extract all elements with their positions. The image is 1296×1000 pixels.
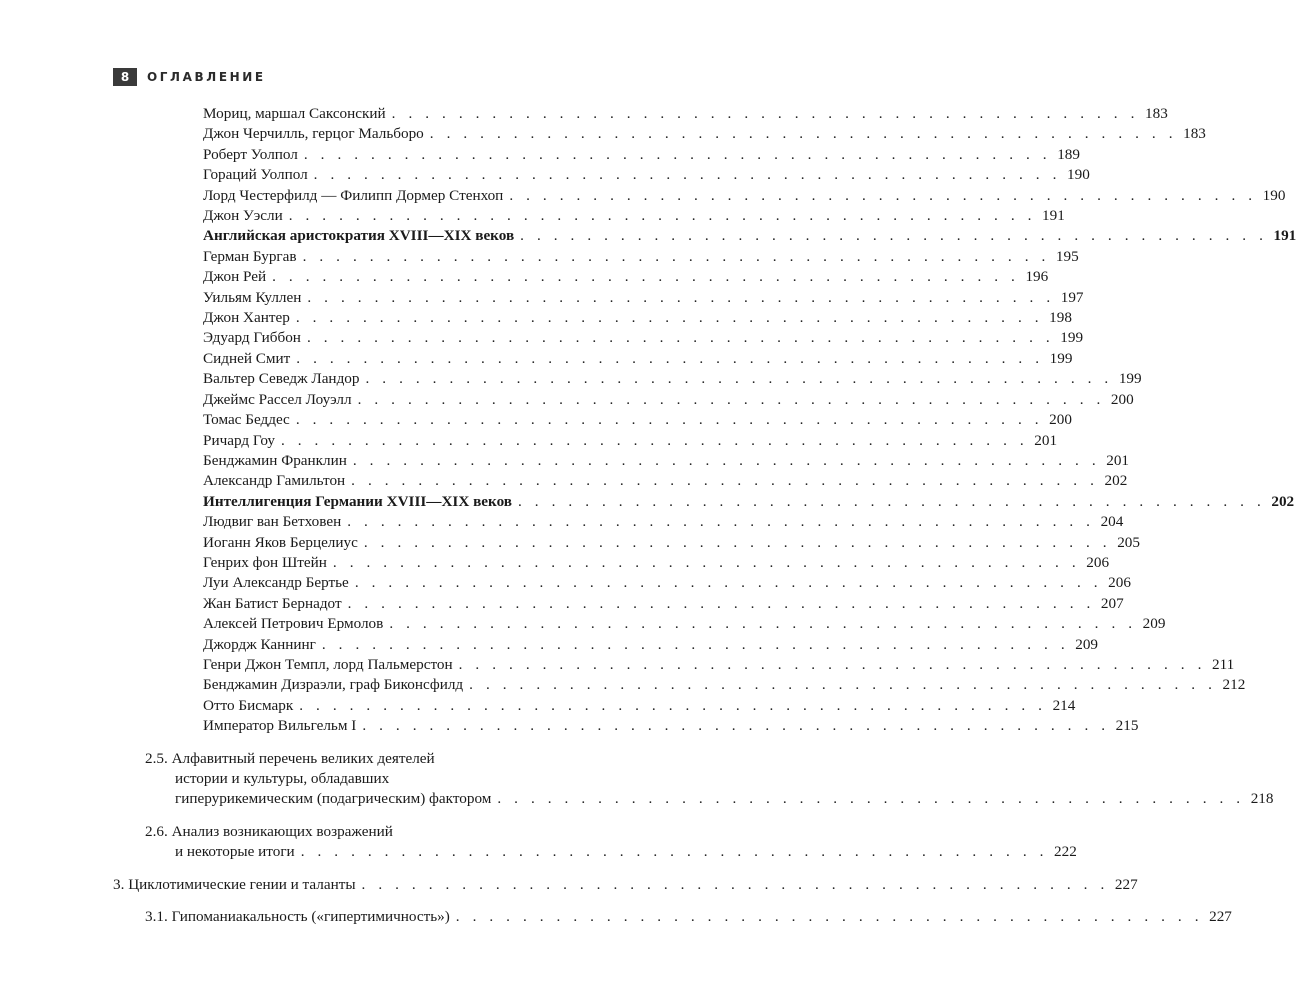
toc-entry: [203, 533, 1140, 553]
toc-entry: [203, 390, 1134, 410]
toc-section-2-6: [145, 822, 1077, 863]
toc-entry: [203, 471, 1128, 491]
page-ref: 199: [1118, 370, 1142, 388]
page-ref: 218: [1250, 790, 1274, 808]
toc-section-3-1: [145, 907, 1232, 927]
entry-title: Герман Бургав: [203, 247, 297, 265]
dot-leader: . . . . . . . . . . . . . . . . . . . . . . . . . . . . . . . . . . . . . . . . . . . . .: [288, 207, 1037, 225]
entry-title: Ричард Гоу: [203, 431, 275, 449]
dot-leader: . . . . . . . . . . . . . . . . . . . . . . . . . . . . . . . . . . . . . . . . . . . . .: [469, 676, 1217, 694]
entry-title: Генрих фон Штейн: [203, 553, 327, 571]
entry-title: Роберт Уолпол: [203, 145, 298, 163]
entry-title: Джон Уэсли: [203, 207, 283, 225]
entry-title: Джордж Каннинг: [203, 635, 316, 653]
section-title-line: 2.5. Алфавитный перечень великих деятелей: [145, 749, 435, 767]
dot-leader: . . . . . . . . . . . . . . . . . . . . . . . . . . . . . . . . . . . . . . . . . . . . .: [280, 431, 1029, 449]
page-ref: 202: [1271, 492, 1295, 510]
dot-leader: . . . . . . . . . . . . . . . . . . . . . . . . . . . . . . . . . . . . . . . . . . . . .: [296, 349, 1044, 367]
entry-title: Джон Рей: [203, 268, 267, 286]
dot-leader: . . . . . . . . . . . . . . . . . . . . . . . . . . . . . . . . . . . . . . . . . . . . .: [351, 472, 1099, 490]
dot-leader: . . . . . . . . . . . . . . . . . . . . . . . . . . . . . . . . . . . . . . . . . . . . .: [332, 553, 1081, 571]
page-ref: 207: [1100, 594, 1124, 612]
page-ref: 190: [1262, 186, 1286, 204]
entry-title: Джон Черчилль, герцог Мальборо: [203, 125, 424, 143]
dot-leader: . . . . . . . . . . . . . . . . . . . . . . . . . . . . . . . . . . . . . . . . . . . . .: [518, 492, 1266, 510]
entry-title: Эдуард Гиббон: [203, 329, 301, 347]
page-ref: 205: [1117, 533, 1140, 551]
dot-leader: . . . . . . . . . . . . . . . . . . . . . . . . . . . . . . . . . . . . . . . . . . . . .: [352, 451, 1101, 469]
entry-title: Луи Александр Бертье: [203, 574, 349, 592]
entry-title: Отто Бисмарк: [203, 696, 294, 714]
dot-leader: . . . . . . . . . . . . . . . . . . . . . . . . . . . . . . . . . . . . . . . . . . . . .: [362, 717, 1110, 735]
toc-entry: [203, 410, 1072, 430]
page-ref: 199: [1060, 329, 1084, 347]
section-title: 3.1. Гипоманиакальность («гипертимичность»): [145, 908, 450, 926]
toc-entry: [203, 288, 1084, 308]
section-title-line: гиперурикемическим (подагрическим) фактором: [175, 790, 492, 808]
page-ref: 200: [1110, 390, 1134, 408]
page-ref: 222: [1054, 843, 1077, 861]
entry-title: Генри Джон Темпл, лорд Пальмерстон: [203, 655, 453, 673]
entry-title: Александр Гамильтон: [203, 472, 346, 490]
dot-leader: . . . . . . . . . . . . . . . . . . . . . . . . . . . . . . . . . . . . . . . . . . . . .: [497, 790, 1245, 808]
page-ref: 189: [1057, 145, 1080, 163]
section-title-line: 2.6. Анализ возникающих возражений: [145, 822, 393, 840]
toc-entry: [203, 492, 1295, 512]
page-ref: 201: [1034, 431, 1058, 449]
page-ref: 199: [1049, 349, 1073, 367]
dot-leader: . . . . . . . . . . . . . . . . . . . . . . . . . . . . . . . . . . . . . . . . . . . . .: [361, 875, 1109, 893]
toc-entry: [203, 635, 1098, 655]
toc-entry: [203, 349, 1073, 369]
toc-entry: [203, 267, 1049, 287]
toc-entry-list: [0, 104, 1296, 737]
page-ref: 214: [1052, 696, 1076, 714]
dot-leader: . . . . . . . . . . . . . . . . . . . . . . . . . . . . . . . . . . . . . . . . . . . . .: [455, 908, 1204, 926]
page-ref: 191: [1273, 227, 1296, 245]
section-title-line: и некоторые итоги: [175, 843, 295, 861]
toc-entry: [203, 369, 1142, 389]
entry-title: Бенджамин Франклин: [203, 451, 347, 469]
toc-entry: [203, 226, 1296, 246]
dot-leader: . . . . . . . . . . . . . . . . . . . . . . . . . . . . . . . . . . . . . . . . . . . . .: [391, 105, 1139, 122]
dot-leader: . . . . . . . . . . . . . . . . . . . . . . . . . . . . . . . . . . . . . . . . . . . . .: [299, 696, 1047, 714]
page-ref: 227: [1209, 908, 1232, 926]
page-ref: 195: [1055, 247, 1079, 265]
toc-entry: [203, 573, 1131, 593]
page-ref: 198: [1049, 309, 1072, 327]
running-header-title: ОГЛАВЛЕНИЕ: [147, 70, 266, 84]
dot-leader: . . . . . . . . . . . . . . . . . . . . . . . . . . . . . . . . . . . . . . . . . . . . .: [365, 370, 1113, 388]
chapter-title: 3. Циклотимические гении и таланты: [113, 875, 356, 893]
dot-leader: . . . . . . . . . . . . . . . . . . . . . . . . . . . . . . . . . . . . . . . . . . . . .: [429, 125, 1178, 143]
dot-leader: . . . . . . . . . . . . . . . . . . . . . . . . . . . . . . . . . . . . . . . . . . . . .: [272, 268, 1020, 286]
page-ref: 201: [1106, 451, 1129, 469]
page-ref: 227: [1114, 875, 1138, 893]
page-ref: 200: [1049, 411, 1072, 429]
entry-title: Джеймс Рассел Лоуэлл: [203, 390, 352, 408]
toc-entry: [203, 675, 1246, 695]
entry-title: Томас Беддес: [203, 411, 290, 429]
toc-entry: [203, 512, 1124, 532]
entry-title: Вальтер Севедж Ландор: [203, 370, 360, 388]
page-ref: 215: [1115, 717, 1139, 735]
entry-title: Алексей Петрович Ермолов: [203, 615, 384, 633]
toc-entry: [203, 594, 1124, 614]
entry-title: Уильям Куллен: [203, 288, 302, 306]
toc-entry: [203, 614, 1166, 634]
dot-leader: . . . . . . . . . . . . . . . . . . . . . . . . . . . . . . . . . . . . . . . . . . . . .: [307, 288, 1055, 306]
dot-leader: . . . . . . . . . . . . . . . . . . . . . . . . . . . . . . . . . . . . . . . . . . . . .: [347, 513, 1095, 531]
page-ref: 196: [1025, 268, 1049, 286]
dot-leader: . . . . . . . . . . . . . . . . . . . . . . . . . . . . . . . . . . . . . . . . . . . . .: [302, 247, 1050, 265]
dot-leader: . . . . . . . . . . . . . . . . . . . . . . . . . . . . . . . . . . . . . . . . . . . . .: [458, 655, 1206, 673]
entry-title: Гораций Уолпол: [203, 166, 308, 184]
toc-entry: [203, 104, 1168, 124]
toc-entry: [203, 716, 1139, 736]
page-ref: 209: [1142, 615, 1166, 633]
entry-title: Английская аристократия XVIII—XIX веков: [203, 227, 515, 245]
toc-entry: [203, 186, 1286, 206]
entry-title: Людвиг ван Бетховен: [203, 513, 342, 531]
toc-entry: [203, 165, 1090, 185]
toc-entry: [203, 124, 1206, 144]
page-number-badge: 8: [113, 68, 137, 86]
toc-entry: [203, 431, 1058, 451]
dot-leader: . . . . . . . . . . . . . . . . . . . . . . . . . . . . . . . . . . . . . . . . . . . . .: [295, 309, 1044, 327]
dot-leader: . . . . . . . . . . . . . . . . . . . . . . . . . . . . . . . . . . . . . . . . . . . . .: [321, 635, 1070, 653]
entry-title: Иоганн Яков Берцелиус: [203, 533, 358, 551]
dot-leader: . . . . . . . . . . . . . . . . . . . . . . . . . . . . . . . . . . . . . . . . . . . . .: [300, 843, 1049, 861]
page-ref: 206: [1108, 574, 1131, 592]
page-ref: 197: [1060, 288, 1084, 306]
page-ref: 183: [1145, 105, 1168, 122]
page-ref: 190: [1067, 166, 1090, 184]
page-ref: 183: [1183, 125, 1206, 143]
toc-entry: [203, 553, 1110, 573]
dot-leader: . . . . . . . . . . . . . . . . . . . . . . . . . . . . . . . . . . . . . . . . . . . . .: [520, 227, 1268, 245]
toc-section-2-5: [145, 749, 1274, 810]
dot-leader: . . . . . . . . . . . . . . . . . . . . . . . . . . . . . . . . . . . . . . . . . . . . .: [509, 186, 1257, 204]
toc-entry: [203, 247, 1079, 267]
page-ref: 209: [1075, 635, 1098, 653]
toc-entry: [203, 655, 1235, 675]
dot-leader: . . . . . . . . . . . . . . . . . . . . . . . . . . . . . . . . . . . . . . . . . . . . .: [295, 411, 1044, 429]
running-header: [113, 66, 266, 88]
entry-title: Мориц, маршал Саксонский: [203, 105, 386, 122]
entry-title: Джон Хантер: [203, 309, 290, 327]
page-ref: 191: [1042, 207, 1065, 225]
section-title-line: истории и культуры, обладавших: [175, 770, 390, 787]
toc-entry: [203, 696, 1076, 716]
entry-title: Император Вильгельм I: [203, 717, 357, 735]
dot-leader: . . . . . . . . . . . . . . . . . . . . . . . . . . . . . . . . . . . . . . . . . . . . .: [357, 390, 1105, 408]
toc-entry: [203, 308, 1072, 328]
toc-entry: [203, 328, 1084, 348]
page-ref: 202: [1104, 472, 1128, 490]
dot-leader: . . . . . . . . . . . . . . . . . . . . . . . . . . . . . . . . . . . . . . . . . . . . .: [389, 615, 1137, 633]
dot-leader: . . . . . . . . . . . . . . . . . . . . . . . . . . . . . . . . . . . . . . . . . . . . .: [306, 329, 1055, 347]
table-of-contents: [0, 104, 1296, 927]
dot-leader: . . . . . . . . . . . . . . . . . . . . . . . . . . . . . . . . . . . . . . . . . . . . .: [354, 574, 1103, 592]
dot-leader: . . . . . . . . . . . . . . . . . . . . . . . . . . . . . . . . . . . . . . . . . . . . .: [303, 145, 1052, 163]
toc-entry: [203, 206, 1065, 226]
entry-title: Интеллигенция Германии XVIII—XIX веков: [203, 492, 513, 510]
page-ref: 212: [1222, 676, 1246, 694]
page-ref: 206: [1086, 553, 1110, 571]
toc-entry: [203, 451, 1129, 471]
dot-leader: . . . . . . . . . . . . . . . . . . . . . . . . . . . . . . . . . . . . . . . . . . . . .: [313, 166, 1061, 184]
entry-title: Бенджамин Дизраэли, граф Биконсфилд: [203, 676, 464, 694]
toc-entry: [203, 145, 1080, 165]
dot-leader: . . . . . . . . . . . . . . . . . . . . . . . . . . . . . . . . . . . . . . . . . . . . .: [347, 594, 1095, 612]
entry-title: Лорд Честерфилд — Филипп Дормер Стенхоп: [203, 186, 504, 204]
page-ref: 211: [1211, 655, 1235, 673]
entry-title: Жан Батист Бернадот: [203, 594, 342, 612]
dot-leader: . . . . . . . . . . . . . . . . . . . . . . . . . . . . . . . . . . . . . . . . . . . . .: [363, 533, 1112, 551]
entry-title: Сидней Смит: [203, 349, 291, 367]
page-ref: 204: [1100, 513, 1124, 531]
toc-chapter-3: [113, 875, 1138, 895]
